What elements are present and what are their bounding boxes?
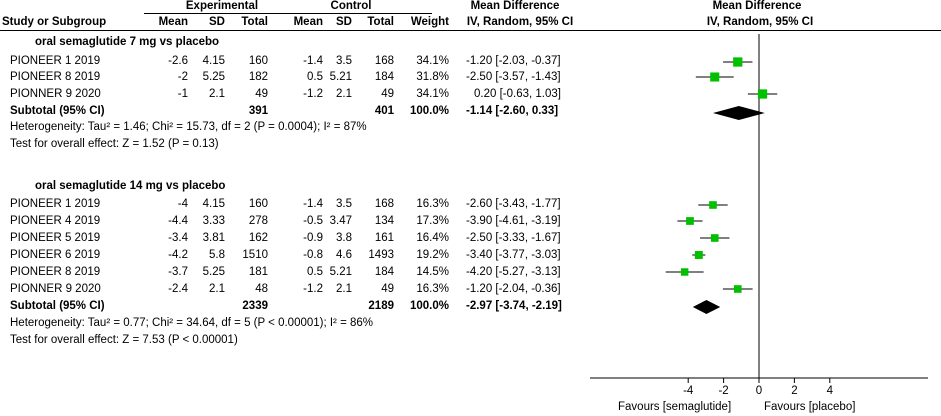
study-name: PIONEER 1 2019 <box>10 198 101 210</box>
x-tick-label: 4 <box>826 385 834 397</box>
ci-value: -2.50 [-3.33, -1.67] <box>466 232 561 244</box>
exp-mean: -1 <box>177 88 188 100</box>
ci-value: -3.40 [-3.77, -3.03] <box>466 249 561 261</box>
x-tick-label: 2 <box>791 385 798 397</box>
study-marker <box>710 72 719 81</box>
exp-total: 182 <box>248 71 268 83</box>
ctl-total: 184 <box>374 266 394 278</box>
subtotal-diamond <box>693 300 720 314</box>
study-name: PIONNER 9 2020 <box>10 283 101 295</box>
exp-total: 48 <box>255 283 268 295</box>
weight-value: 16.3% <box>416 198 449 210</box>
heterogeneity-text: Heterogeneity: Tau² = 0.77; Chi² = 34.64, df = 5 (P < 0.00001); I² = 86% <box>10 317 374 329</box>
exp-total: 160 <box>248 198 268 210</box>
ctl-mean: -1.4 <box>303 55 323 67</box>
study-name: PIONEER 6 2019 <box>10 249 101 261</box>
favours-semaglutide-label: Favours [semaglutide] <box>618 401 732 413</box>
study-name: PIONEER 4 2019 <box>10 215 101 227</box>
weight-value: 34.1% <box>416 55 449 67</box>
ctl-total: 161 <box>374 232 394 244</box>
ctl-total: 2189 <box>368 300 394 312</box>
exp-sd: 2.1 <box>209 88 225 100</box>
ctl-sd: 5.21 <box>329 71 352 83</box>
study-name: PIONEER 8 2019 <box>10 71 101 83</box>
ctl-total: 49 <box>381 283 394 295</box>
md-right-subtitle: IV, Random, 95% CI <box>706 16 814 28</box>
study-marker <box>695 251 703 259</box>
study-col-header: Study or Subgroup <box>2 16 107 28</box>
exp-mean: -3.4 <box>168 232 188 244</box>
control-header: Control <box>330 0 372 12</box>
subtotal-label: Subtotal (95% CI) <box>10 105 105 117</box>
exp-total: 162 <box>248 232 268 244</box>
favours-placebo-label: Favours [placebo] <box>764 401 856 413</box>
x-axis-ticks <box>683 378 834 397</box>
weight-value: 16.3% <box>416 283 449 295</box>
ctl-mean: -1.2 <box>303 88 323 100</box>
ctl-mean: -0.5 <box>303 215 323 227</box>
ci-value: 0.20 [-0.63, 1.03] <box>474 88 561 100</box>
x-tick-label: -2 <box>718 385 729 397</box>
exp-total: 391 <box>248 105 268 117</box>
experimental-header: Experimental <box>185 0 259 12</box>
ci-value: -1.20 [-2.03, -0.37] <box>466 55 561 67</box>
exp-mean: -2.4 <box>168 283 188 295</box>
study-marker <box>686 217 694 225</box>
ci-value: -3.90 [-4.61, -3.19] <box>466 215 561 227</box>
ctl-mean: 0.5 <box>307 71 323 83</box>
exp-mean: -3.7 <box>168 266 188 278</box>
ctl-total: 49 <box>381 88 394 100</box>
weight-value: 19.2% <box>416 249 449 261</box>
study-markers <box>666 57 778 292</box>
weight-value: 34.1% <box>416 88 449 100</box>
ctl-sd: 3.5 <box>336 198 352 210</box>
ci-value: -1.20 [-2.04, -0.36] <box>466 283 561 295</box>
ctl-total-header: Total <box>367 16 394 28</box>
ctl-sd: 2.1 <box>336 283 352 295</box>
ctl-mean: -0.9 <box>303 232 323 244</box>
exp-mean: -4 <box>177 198 188 210</box>
ci-value: -2.60 [-3.43, -1.77] <box>466 198 561 210</box>
study-name: PIONEER 8 2019 <box>10 266 101 278</box>
exp-total: 181 <box>248 266 268 278</box>
ci-value: -1.14 [-2.60, 0.33] <box>466 105 559 117</box>
study-name: PIONEER 5 2019 <box>10 232 101 244</box>
subtotal-diamonds <box>693 106 765 314</box>
weight-value: 100.0% <box>409 300 449 312</box>
md-left-title: Mean Difference <box>470 0 560 12</box>
ctl-total: 1493 <box>368 249 394 261</box>
ctl-mean: -0.8 <box>303 249 323 261</box>
ctl-sd: 3.47 <box>329 215 352 227</box>
exp-mean: -4.4 <box>168 215 188 227</box>
exp-mean: -2.6 <box>168 55 188 67</box>
ci-value: -4.20 [-5.27, -3.13] <box>466 266 561 278</box>
subtotal-label: Subtotal (95% CI) <box>10 300 105 312</box>
ctl-sd: 3.5 <box>336 55 352 67</box>
exp-sd-header: SD <box>209 16 225 28</box>
study-marker <box>711 234 719 242</box>
ctl-total: 401 <box>374 105 394 117</box>
weight-value: 16.4% <box>416 232 449 244</box>
ctl-mean-header: Mean <box>293 16 323 28</box>
ctl-total: 168 <box>374 55 394 67</box>
ci-value: -2.50 [-3.57, -1.43] <box>466 71 561 83</box>
ctl-sd: 2.1 <box>336 88 352 100</box>
weight-value: 17.3% <box>416 215 449 227</box>
ci-value: -2.97 [-3.74, -2.19] <box>466 300 562 312</box>
weight-header: Weight <box>410 16 449 28</box>
exp-sd: 2.1 <box>209 283 225 295</box>
exp-mean: -4.2 <box>168 249 188 261</box>
x-tick-label: 0 <box>755 385 763 397</box>
weight-value: 100.0% <box>409 105 449 117</box>
exp-total: 1510 <box>242 249 268 261</box>
ctl-total: 168 <box>374 198 394 210</box>
study-marker <box>733 57 742 66</box>
group-title: oral semaglutide 14 mg vs placebo <box>35 180 226 192</box>
ctl-total: 134 <box>374 215 394 227</box>
x-tick-label: -4 <box>683 385 694 397</box>
ctl-sd: 3.8 <box>336 232 352 244</box>
heterogeneity-text: Heterogeneity: Tau² = 1.46; Chi² = 15.73, df = 2 (P = 0.0004); I² = 87% <box>10 121 367 133</box>
ctl-mean: -1.4 <box>303 198 323 210</box>
weight-value: 31.8% <box>416 71 449 83</box>
exp-sd: 4.15 <box>202 55 225 67</box>
ctl-sd: 4.6 <box>336 249 352 261</box>
md-left-subtitle: IV, Random, 95% CI <box>466 16 574 28</box>
md-right-title: Mean Difference <box>712 0 802 12</box>
study-marker <box>734 285 742 293</box>
subtotal-diamond <box>713 106 765 120</box>
study-marker <box>709 201 717 209</box>
exp-total: 49 <box>255 88 268 100</box>
exp-mean: -2 <box>177 71 188 83</box>
overall-effect-text: Test for overall effect: Z = 7.53 (P < 0.00001) <box>10 334 238 346</box>
study-marker <box>681 268 688 275</box>
ctl-total: 184 <box>374 71 394 83</box>
exp-sd: 5.25 <box>202 266 225 278</box>
exp-sd: 5.25 <box>202 71 225 83</box>
exp-total: 160 <box>248 55 268 67</box>
ctl-mean: -1.2 <box>303 283 323 295</box>
study-name: PIONEER 1 2019 <box>10 55 101 67</box>
exp-total-header: Total <box>241 16 268 28</box>
exp-sd: 4.15 <box>202 198 225 210</box>
study-marker <box>758 89 767 98</box>
exp-sd: 5.8 <box>209 249 225 261</box>
study-name: PIONNER 9 2020 <box>10 88 101 100</box>
group-title: oral semaglutide 7 mg vs placebo <box>35 36 220 48</box>
exp-mean-header: Mean <box>158 16 188 28</box>
overall-effect-text: Test for overall effect: Z = 1.52 (P = 0.13) <box>10 138 219 150</box>
exp-total: 2339 <box>242 300 268 312</box>
exp-sd: 3.81 <box>202 232 225 244</box>
exp-sd: 3.33 <box>202 215 225 227</box>
weight-value: 14.5% <box>416 266 449 278</box>
ctl-sd: 5.21 <box>329 266 352 278</box>
exp-total: 278 <box>248 215 268 227</box>
ctl-sd-header: SD <box>336 16 352 28</box>
ctl-mean: 0.5 <box>307 266 323 278</box>
